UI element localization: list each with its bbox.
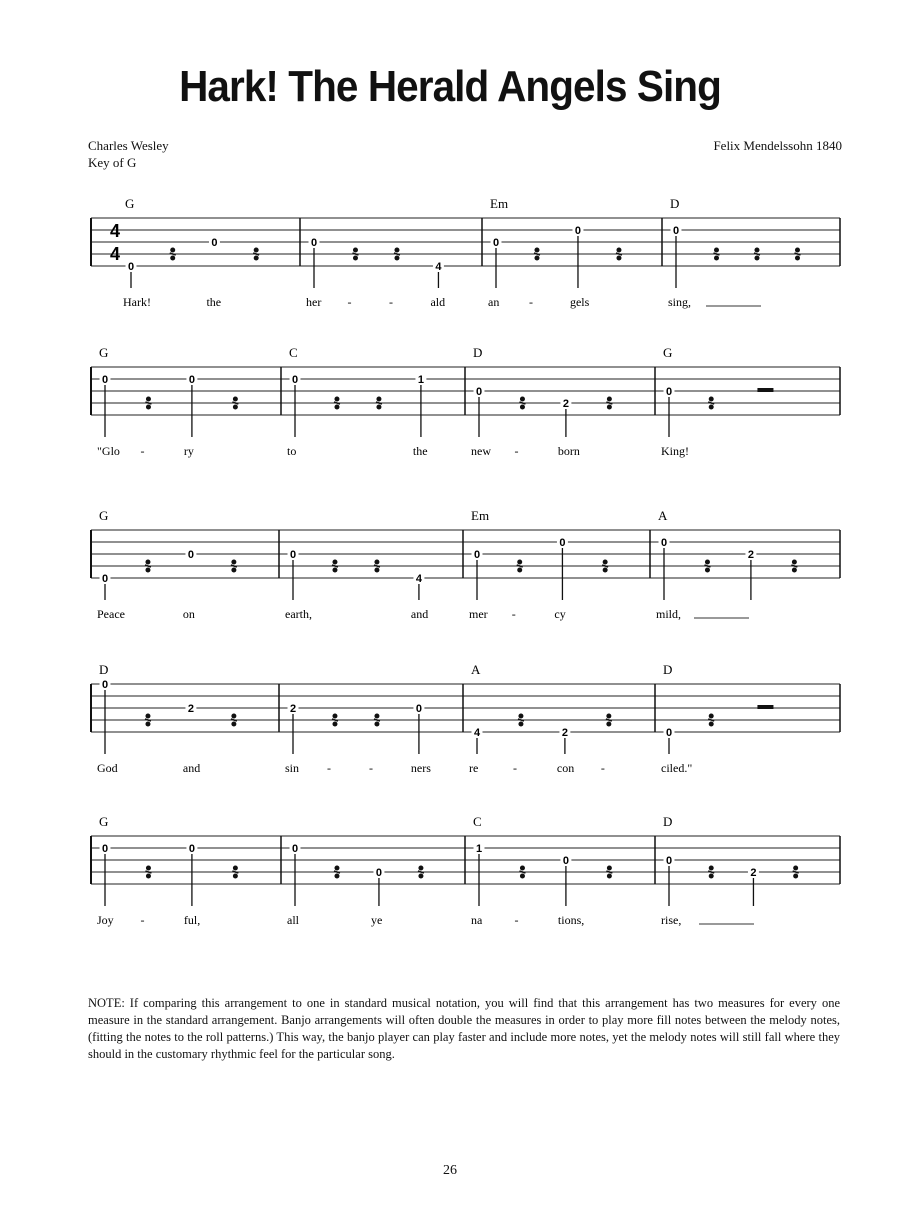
roll-note-top [231,560,236,565]
roll-note-top [170,248,175,253]
roll-note-slash [616,253,622,255]
roll-note-bottom [332,722,337,727]
chord-symbol: D [670,196,680,211]
roll-note-slash [517,565,523,567]
lyric-syllable: ald [430,295,446,309]
lyric-syllable: earth, [285,607,312,621]
lyric-syllable: born [557,444,580,458]
roll-note-bottom [705,568,710,573]
roll-note-top [332,560,337,565]
roll-note-top [714,248,719,253]
fret-number: 0 [574,225,582,237]
roll-note-slash [231,719,237,721]
fret-number: 0 [475,386,483,398]
lyric-syllable: ciled." [661,761,693,775]
roll-note-slash [376,402,382,404]
roll-note-top [145,714,150,719]
roll-note-slash [791,565,797,567]
roll-note-bottom [231,568,236,573]
fret-number: 0 [562,855,569,867]
fret-number: 0 [187,549,194,561]
fret-number: 1 [475,843,483,855]
lyric-syllable: gels [569,295,590,309]
fret-number: 4 [473,727,481,739]
roll-note-bottom [607,874,612,879]
fret-number: 0 [310,237,318,249]
song-title: Hark! The Herald Angels Sing [179,62,721,111]
lyric-syllable: re [469,761,479,775]
roll-note-bottom [353,256,358,261]
roll-note-slash [519,402,525,404]
lyric-syllable: - [140,444,145,458]
roll-note-slash [352,253,358,255]
fret-number: 0 [211,237,218,249]
roll-note-slash [253,253,259,255]
roll-note-slash [145,402,151,404]
lyric-syllable: - [514,913,519,927]
lyric-syllable: - [528,295,533,309]
roll-note-top [231,714,236,719]
roll-note-slash [374,565,380,567]
roll-note-bottom [145,568,150,573]
fret-number: 0 [665,727,673,739]
page-number: 26 [443,1163,457,1178]
fret-number: 0 [559,537,566,549]
roll-note-slash [754,253,760,255]
roll-note-bottom [374,722,379,727]
roll-note-top [792,560,797,565]
roll-note-top [709,397,714,402]
roll-note-bottom [374,568,379,573]
lyric-syllable: Peace [97,607,125,621]
roll-note-top [607,866,612,871]
roll-note-slash [231,565,237,567]
chord-symbol: A [658,508,668,523]
lyric-syllable: con [556,761,575,775]
fret-number: 0 [415,703,422,715]
roll-note-slash [418,871,424,873]
fret-number: 2 [747,549,754,561]
roll-note-top [606,714,611,719]
fret-number: 0 [101,679,109,691]
roll-note-top [334,866,339,871]
lyric-syllable: - [140,913,145,927]
roll-note-bottom [714,256,719,261]
fret-number: 4 [435,261,442,273]
roll-note-slash [793,871,799,873]
chord-symbol: G [99,345,109,360]
roll-note-bottom [606,722,611,727]
roll-note-top [334,397,339,402]
roll-note-bottom [334,874,339,879]
roll-note-slash [708,871,714,873]
fret-number: 2 [187,703,194,715]
fret-number: 0 [672,225,680,237]
roll-note-bottom [792,568,797,573]
roll-note-top [603,560,608,565]
arrangement-note: NOTE: If comparing this arrangement to one in standard musical notation, you will find that this arrangement has two measures for every one measure in the standard arrangement. Banjo arrangements will often double the measures in order to play more fill notes between the melody notes, (fitting the notes to the roll patterns.) This way, the banjo player can play faster and include more notes, yet the melody notes will still fall where they should in the customary rhythmic feel for the particular song. [88,996,840,1061]
roll-note-bottom [418,874,423,879]
lyric-syllable: rise, [661,913,682,927]
roll-note-bottom [534,256,539,261]
roll-note-slash [145,565,151,567]
chord-symbol: D [663,814,673,829]
roll-note-bottom [603,568,608,573]
roll-note-top [795,248,800,253]
roll-note-top [146,866,151,871]
lyric-syllable: - [512,761,517,775]
roll-note-slash [534,253,540,255]
fret-number: 0 [291,843,299,855]
time-signature-top: 4 [110,221,121,241]
lyric-syllable: mer [469,607,488,621]
roll-note-bottom [146,405,151,410]
lyricist: Charles Wesley [88,138,169,153]
lyric-syllable: on [182,607,195,621]
roll-note-top [520,397,525,402]
roll-note-slash [145,719,151,721]
roll-note-slash [602,565,608,567]
roll-note-slash [519,871,525,873]
fret-number: 0 [665,855,673,867]
half-rest [757,388,773,392]
roll-note-slash [606,402,612,404]
chord-symbol: D [99,662,109,677]
lyric-syllable: all [287,913,299,927]
roll-note-top [374,560,379,565]
roll-note-slash [170,253,176,255]
roll-note-bottom [709,405,714,410]
lyric-syllable: "Glo [97,444,120,458]
lyric-syllable: to [287,444,297,458]
roll-note-top [145,560,150,565]
roll-note-slash [232,871,238,873]
roll-note-top [793,866,798,871]
lyric-syllable: and [410,607,429,621]
roll-note-bottom [520,405,525,410]
chord-symbol: G [99,814,109,829]
lyric-syllable: Joy [97,913,114,927]
lyric-syllable: new [471,444,491,458]
roll-note-top [374,714,379,719]
lyric-syllable: the [412,444,428,458]
chord-symbol: Em [471,508,490,523]
lyric-syllable: the [206,295,222,309]
lyric-syllable: mild, [656,607,682,621]
roll-note-bottom [795,256,800,261]
roll-note-slash [704,565,710,567]
roll-note-bottom [616,256,621,261]
chord-symbol: Em [490,196,509,211]
lyric-syllable: God [97,761,118,775]
roll-note-top [534,248,539,253]
roll-note-slash [708,402,714,404]
lyric-syllable: ners [410,761,431,775]
roll-note-slash [708,719,714,721]
fret-number: 0 [289,549,297,561]
lyric-syllable: ye [370,913,383,927]
roll-note-top [709,714,714,719]
lyric-syllable: - [347,295,352,309]
roll-note-bottom [146,874,151,879]
lyric-syllable: and [182,761,201,775]
fret-number: 0 [375,867,383,879]
roll-note-top [418,866,423,871]
roll-note-slash [334,402,340,404]
roll-note-top [233,397,238,402]
roll-note-slash [394,253,400,255]
fret-number: 0 [188,843,195,855]
roll-note-slash [713,253,719,255]
composer: Felix Mendelssohn 1840 [713,138,842,153]
roll-note-top [254,248,259,253]
roll-note-bottom [334,405,339,410]
lyric-syllable: ry [183,444,194,458]
roll-note-bottom [254,256,259,261]
chord-symbol: D [473,345,483,360]
fret-number: 0 [665,386,673,398]
lyric-syllable: - [511,607,516,621]
chord-symbol: A [471,662,481,677]
roll-note-top [146,397,151,402]
roll-note-top [518,714,523,719]
roll-note-top [520,866,525,871]
key-signature-text: Key of G [88,155,137,170]
roll-note-top [376,397,381,402]
roll-note-bottom [145,722,150,727]
roll-note-slash [606,871,612,873]
fret-number: 0 [101,843,109,855]
chord-symbol: G [663,345,673,360]
lyric-syllable: tions, [557,913,585,927]
roll-note-slash [332,719,338,721]
lyric-syllable: Hark! [123,295,151,309]
lyric-syllable: an [488,295,500,309]
time-signature-bottom: 4 [110,244,121,264]
roll-note-top [705,560,710,565]
roll-note-top [233,866,238,871]
lyric-syllable: - [388,295,393,309]
roll-note-top [332,714,337,719]
chord-symbol: D [663,662,673,677]
roll-note-top [394,248,399,253]
roll-note-bottom [170,256,175,261]
roll-note-slash [334,871,340,873]
roll-note-bottom [754,256,759,261]
fret-number: 0 [492,237,500,249]
lyric-syllable: na [471,913,483,927]
fret-number: 0 [473,549,481,561]
roll-note-slash [606,719,612,721]
roll-note-top [517,560,522,565]
chord-symbol: G [99,508,109,523]
roll-note-bottom [233,874,238,879]
roll-note-slash [374,719,380,721]
roll-note-top [353,248,358,253]
fret-number: 2 [561,727,568,739]
chord-symbol: C [473,814,482,829]
chord-symbol: C [289,345,298,360]
roll-note-slash [145,871,151,873]
fret-number: 2 [750,867,757,879]
lyric-syllable: sin [285,761,300,775]
roll-note-bottom [233,405,238,410]
roll-note-bottom [709,874,714,879]
roll-note-bottom [520,874,525,879]
fret-number: 0 [101,573,109,585]
roll-note-bottom [376,405,381,410]
fret-number: 0 [660,537,668,549]
fret-number: 4 [415,573,422,585]
fret-number: 0 [188,374,195,386]
roll-note-bottom [517,568,522,573]
fret-number: 2 [289,703,297,715]
lyric-syllable: sing, [668,295,692,309]
fret-number: 2 [562,398,569,410]
roll-note-slash [794,253,800,255]
roll-note-slash [332,565,338,567]
roll-note-top [754,248,759,253]
half-rest [757,705,773,709]
roll-note-bottom [793,874,798,879]
lyric-syllable: - [368,761,373,775]
roll-note-bottom [332,568,337,573]
roll-note-bottom [394,256,399,261]
roll-note-top [709,866,714,871]
roll-note-bottom [518,722,523,727]
roll-note-slash [518,719,524,721]
roll-note-top [616,248,621,253]
roll-note-bottom [607,405,612,410]
lyric-syllable: cy [554,607,566,621]
roll-note-bottom [231,722,236,727]
fret-number: 1 [417,374,424,386]
lyric-syllable: her [306,295,322,309]
lyric-syllable: King! [661,444,689,458]
fret-number: 0 [291,374,299,386]
chord-symbol: G [125,196,135,211]
fret-number: 0 [101,374,109,386]
lyric-syllable: ful, [183,913,201,927]
roll-note-bottom [709,722,714,727]
lyric-syllable: - [326,761,331,775]
roll-note-slash [232,402,238,404]
roll-note-top [607,397,612,402]
fret-number: 0 [127,261,135,273]
lyric-syllable: - [514,444,519,458]
lyric-syllable: - [600,761,605,775]
